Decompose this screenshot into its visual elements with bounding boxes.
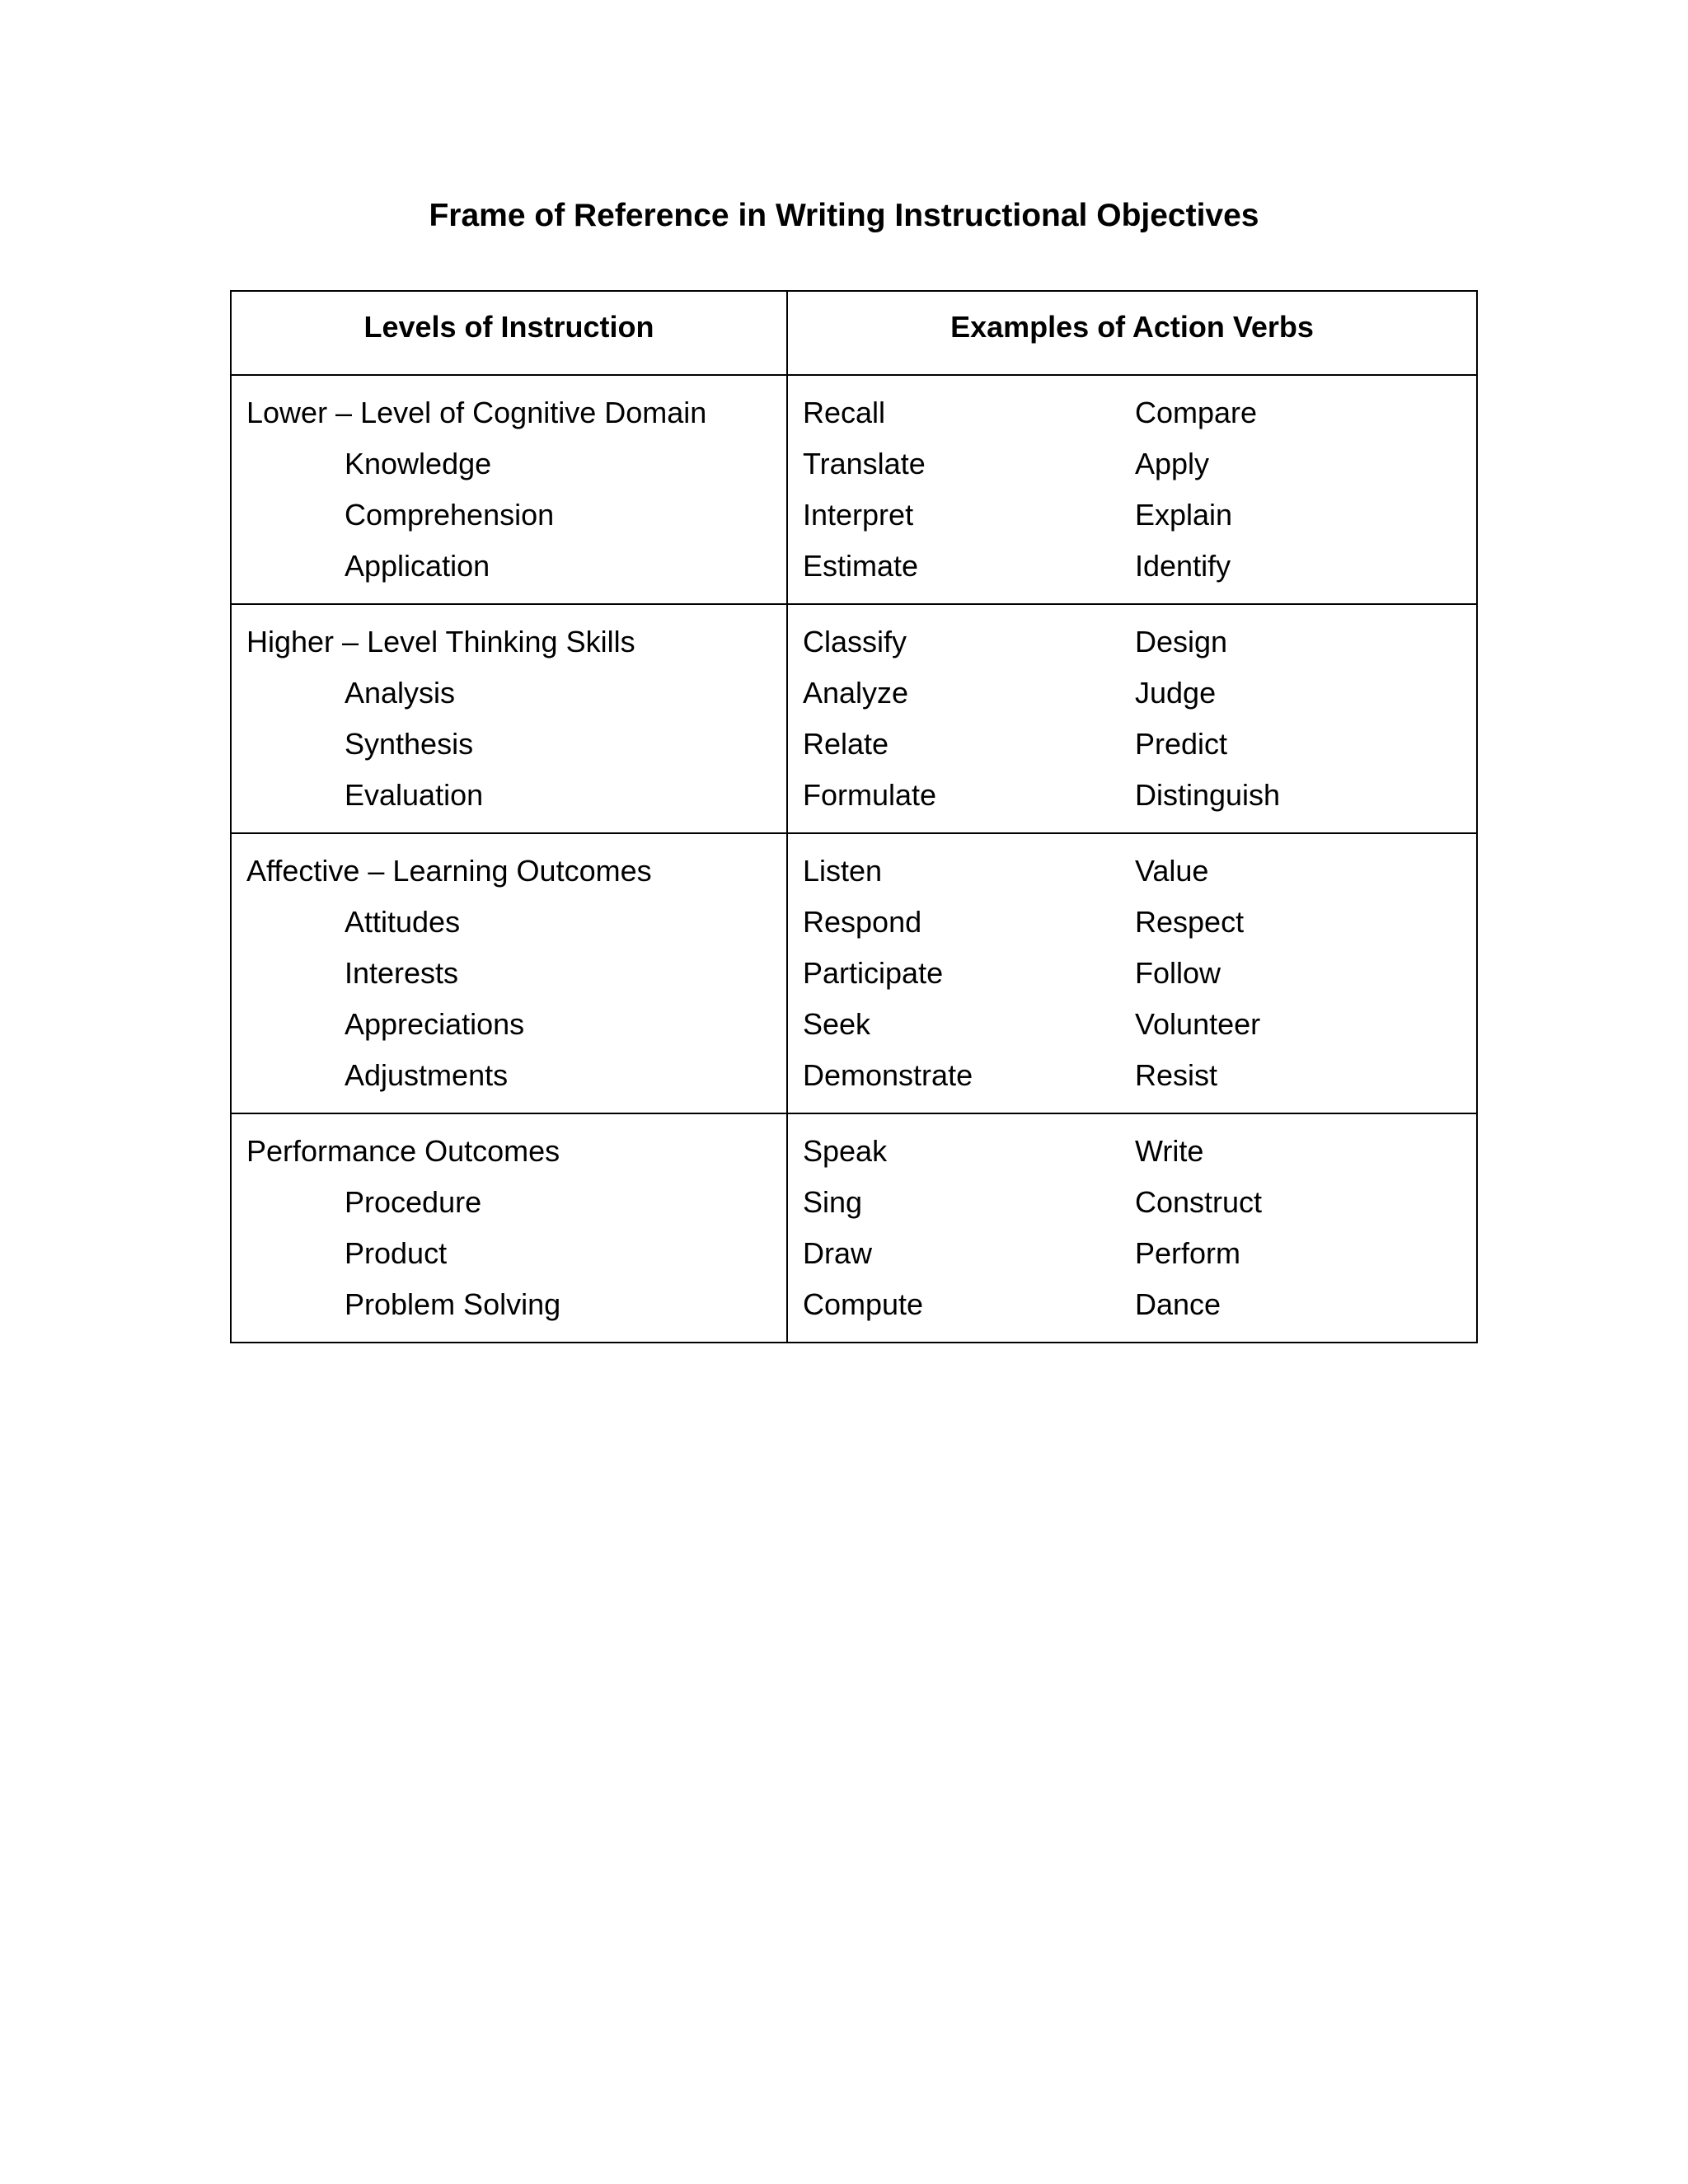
table-header-row xyxy=(231,291,1477,375)
verb-item: Respond xyxy=(803,905,922,939)
column-header-levels: Levels of Instruction xyxy=(231,291,787,375)
sublevel-item: Analysis xyxy=(345,676,456,710)
table-row xyxy=(231,604,1477,833)
sublevel-item: Problem Solving xyxy=(345,1287,561,1321)
sublevel-item: Application xyxy=(345,549,490,583)
verbs-column-left xyxy=(803,616,1135,821)
verb-item: Follow xyxy=(1135,956,1221,990)
verbs-column-right xyxy=(1135,846,1465,1101)
level-title: Higher – Level Thinking Skills xyxy=(246,625,635,658)
table-row xyxy=(231,375,1477,604)
verb-item: Listen xyxy=(803,854,883,888)
verb-item: Resist xyxy=(1135,1058,1218,1092)
verb-item: Compare xyxy=(1135,396,1258,429)
verb-item: Value xyxy=(1135,854,1209,888)
level-title: Performance Outcomes xyxy=(246,1134,560,1168)
verb-item: Interpret xyxy=(803,498,914,532)
table-row xyxy=(231,1113,1477,1343)
sublevel-item: Product xyxy=(345,1236,448,1270)
sublevel-item: Appreciations xyxy=(345,1007,525,1041)
verb-item: Translate xyxy=(803,447,926,480)
verb-item: Design xyxy=(1135,625,1228,658)
level-cell xyxy=(231,833,787,1113)
verb-item: Apply xyxy=(1135,447,1210,480)
verbs-column-left xyxy=(803,387,1135,592)
verb-item: Perform xyxy=(1135,1236,1241,1270)
sublevel-item: Attitudes xyxy=(345,905,461,939)
table-row xyxy=(231,833,1477,1113)
verbs-cell xyxy=(787,833,1477,1113)
verbs-column-left xyxy=(803,1126,1135,1330)
sublevel-item: Knowledge xyxy=(345,447,492,480)
sublevel-item: Adjustments xyxy=(345,1058,509,1092)
level-title: Lower – Level of Cognitive Domain xyxy=(246,396,707,429)
verb-item: Analyze xyxy=(803,676,909,710)
reference-table xyxy=(230,290,1478,1343)
verb-item: Distinguish xyxy=(1135,778,1281,812)
verb-item: Compute xyxy=(803,1287,924,1321)
verbs-cell xyxy=(787,1113,1477,1343)
page-title: Frame of Reference in Writing Instructional Objectives xyxy=(429,198,1259,233)
verbs-column-left xyxy=(803,846,1135,1101)
verbs-column-right xyxy=(1135,616,1465,821)
verb-item: Participate xyxy=(803,956,944,990)
level-cell xyxy=(231,1113,787,1343)
verbs-cell xyxy=(787,375,1477,604)
verb-item: Recall xyxy=(803,396,886,429)
level-cell xyxy=(231,604,787,833)
verb-item: Volunteer xyxy=(1135,1007,1261,1041)
verbs-cell xyxy=(787,604,1477,833)
verb-item: Demonstrate xyxy=(803,1058,973,1092)
sublevel-item: Procedure xyxy=(345,1185,482,1219)
verb-item: Respect xyxy=(1135,905,1245,939)
verb-item: Write xyxy=(1135,1134,1204,1168)
verb-item: Explain xyxy=(1135,498,1233,532)
verbs-column-right xyxy=(1135,1126,1465,1330)
verb-item: Predict xyxy=(1135,727,1228,761)
verb-item: Formulate xyxy=(803,778,937,812)
verb-item: Seek xyxy=(803,1007,871,1041)
verb-item: Sing xyxy=(803,1185,863,1219)
verb-item: Speak xyxy=(803,1134,888,1168)
verb-item: Dance xyxy=(1135,1287,1221,1321)
level-title: Affective – Learning Outcomes xyxy=(246,854,652,888)
sublevel-item: Synthesis xyxy=(345,727,474,761)
level-cell xyxy=(231,375,787,604)
sublevel-item: Comprehension xyxy=(345,498,555,532)
verb-item: Classify xyxy=(803,625,907,658)
verb-item: Draw xyxy=(803,1236,873,1270)
sublevel-item: Interests xyxy=(345,956,459,990)
column-header-verbs: Examples of Action Verbs xyxy=(787,291,1477,375)
verb-item: Relate xyxy=(803,727,889,761)
verb-item: Identify xyxy=(1135,549,1231,583)
verb-item: Construct xyxy=(1135,1185,1263,1219)
verb-item: Estimate xyxy=(803,549,919,583)
verbs-column-right xyxy=(1135,387,1465,592)
sublevel-item: Evaluation xyxy=(345,778,484,812)
verb-item: Judge xyxy=(1135,676,1217,710)
